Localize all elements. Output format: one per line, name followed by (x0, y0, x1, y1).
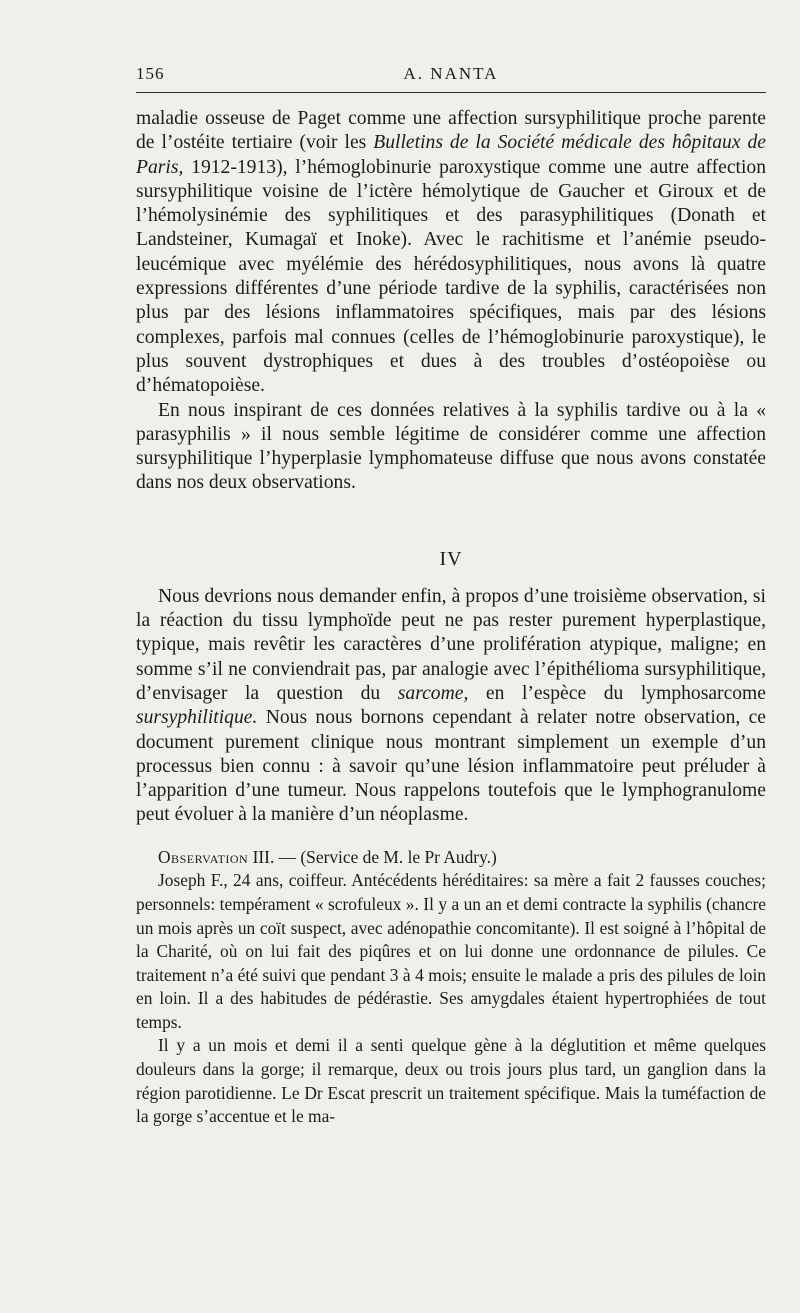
paragraph-paget-text-1: maladie osseuse de Paget comme une affection sursyphilitique proche parente de l’ostéite tertiaire (voir les (136, 108, 766, 154)
paragraph-parasyphilis: En nous inspirant de ces données relatives à la syphilis tardive ou à la « parasyphilis » il nous semble légitime de considérer comme une affection sursyphilitique l’hyperplasie lymphomateuse diffuse que nous avons constatée dans nos deux observations. (136, 399, 766, 494)
main-text (136, 107, 766, 496)
section-heading: IV (439, 547, 463, 570)
page-header (136, 58, 766, 86)
section-text (136, 585, 766, 828)
sursyphilitique-term: sursyphilitique. (136, 707, 258, 729)
book-page (136, 58, 766, 1129)
paragraph-sarcome-text-3: Nous nous bornons cependant à relater notre observation, ce document purement clinique nous montrant simplement un exemple d’un processus bien connu : à savoir qu’une lésion inflammatoire peut préluder à l’apparition d’une tumeur. Nous rappelons toutefois que le lymphogranulome peut évoluer à la manière d’un néoplasme. (136, 707, 766, 826)
observation-title-rest: III. — (Service de M. le Pr Audry.) (248, 846, 497, 867)
page-number: 156 (136, 64, 165, 83)
bulletins-title: Bulletins de la Société médicale des hôpitaux de Paris, (136, 132, 767, 178)
observation-label: Observation (158, 846, 249, 867)
paragraph-paget (136, 107, 766, 399)
observation-title (136, 846, 766, 870)
observation-paragraph-history: Joseph F., 24 ans, coiffeur. Antécédents héréditaires: sa mère a fait 2 fausses couches; personnels: tempérament « scrofuleux ». Il y a un an et demi contracte la syphilis (chancre un mois après un coït suspect, avec adénopathie concomitante). Il est soigné à l’hôpital de la Charité, où on lui fait des piqûres et on lui donne une ordonnance de pilules. Ce traitement n’a été suivi que pendant 3 à 4 mois; ensuite le malade a pris des pilules de loin en loin. Il a des habitudes de pédérastie. Ses amygdales étaient hypertrophiées de tout temps. (136, 870, 766, 1032)
paragraph-sarcome-text-1: Nous devrions nous demander enfin, à propos d’une troisième observation, si la réaction du tissu lymphoïde peut ne pas rester purement hyperplastique, typique, mais revêtir les caractères d’une prolifération atypique, maligne; en somme s’il ne conviendrait pas, par analogie avec l’épithélioma sursyphilitique, d’envisager la question du (136, 585, 766, 704)
header-rule (136, 92, 766, 93)
running-head: A. NANTA (403, 64, 499, 83)
paragraph-paget-text-2: 1912-1913), l’hémoglobinurie paroxystique comme une autre affection sursyphilitique voisine de l’ictère hémolytique de Gaucher et Giroux et de l’hémolysinémie des syphilitiques et des parasyphilitiques (Donath et Landsteiner, Kumagaï et Inoke). Avec le rachitisme et l’anémie pseudo-leucémique avec myélémie des hérédosyphilitiques, nous avons là quatre expressions différentes d’une période tardive de la syphilis, caractérisées non plus par des lésions inflammatoires spécifiques, mais par des lésions complexes, parfois mal connues (celles de l’hémoglobinurie paroxystique), le plus souvent dystrophiques et dues à des troubles d’ostéopoièse ou d’hématopoièse. (136, 156, 766, 397)
observation-paragraph-symptoms: Il y a un mois et demi il a senti quelque gène à la déglutition et même quelques douleurs dans la gorge; il remarque, deux ou trois jours plus tard, un ganglion dans la région parotidienne. Le Dr Escat prescrit un traitement spécifique. Mais la tuméfaction de la gorge s’accentue et le ma- (136, 1035, 766, 1127)
paragraph-sarcome (136, 585, 766, 828)
observation-block (136, 846, 766, 1129)
sarcome-term: sarcome, (397, 682, 469, 704)
paragraph-sarcome-text-2: en l’espèce du lymphosarcome (468, 682, 766, 704)
